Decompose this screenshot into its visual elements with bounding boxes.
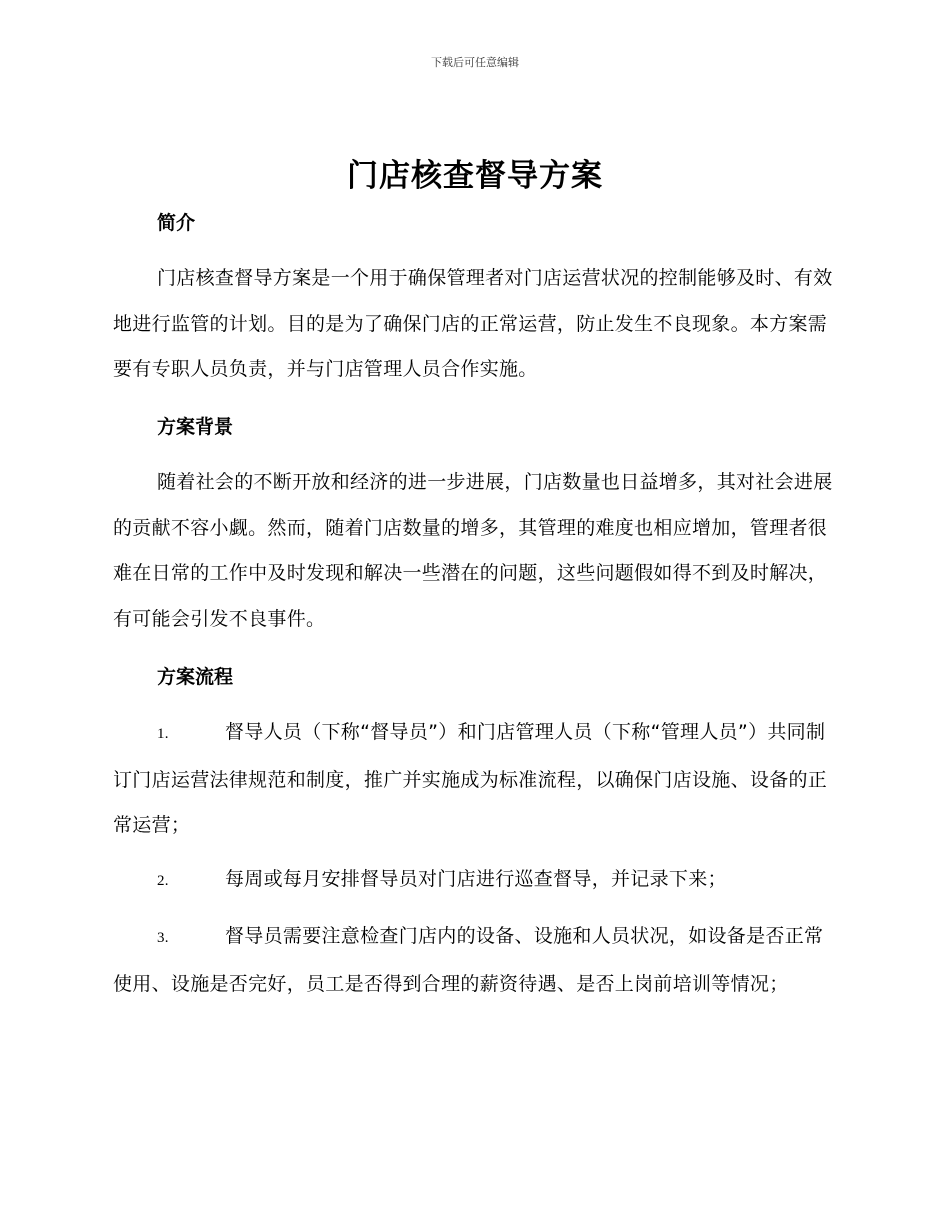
intro-paragraph: 门店核查督导方案是一个用于确保管理者对门店运营状况的控制能够及时、有效地进行监管的计划。目的是为了确保门店的正常运营，防止发生不良现象。本方案需要有专职人员负责，并与门店管理人员合作实施。: [113, 267, 833, 380]
process-item: [113, 710, 838, 849]
process-item-number: 1.: [157, 726, 169, 742]
process-item-text: 督导人员（下称“督导员”）和门店管理人员（下称“管理人员”）共同制订门店运营法律规范和制度，推广并实施成为标准流程，以确保门店设施、设备的正常运营；: [113, 721, 828, 836]
section-heading-process: 方案流程: [157, 666, 234, 688]
header-note: 下载后可任意编辑: [431, 56, 519, 69]
process-item-text: 每周或每月安排督导员对门店进行巡查督导，并记录下来；: [225, 868, 727, 890]
process-item: [113, 857, 838, 905]
background-paragraph: 随着社会的不断开放和经济的进一步进展，门店数量也日益增多，其对社会进展的贡献不容小觑。然而，随着门店数量的增多，其管理的难度也相应增加，管理者很难在日常的工作中及时发现和解决一些潜在的问题，这些问题假如得不到及时解决，有可能会引发不良事件。: [113, 471, 833, 630]
section-heading-background: 方案背景: [157, 416, 234, 438]
document-title: 门店核查督导方案: [347, 158, 603, 194]
section-heading-intro: 简介: [157, 212, 196, 234]
process-item: [113, 914, 838, 1007]
process-item-number: 3.: [157, 930, 169, 946]
process-item-text: 督导员需要注意检查门店内的设备、设施和人员状况，如设备是否正常使用、设施是否完好，员工是否得到合理的薪资待遇、是否上岗前培训等情况；: [113, 925, 824, 995]
process-item-number: 2.: [157, 873, 169, 889]
